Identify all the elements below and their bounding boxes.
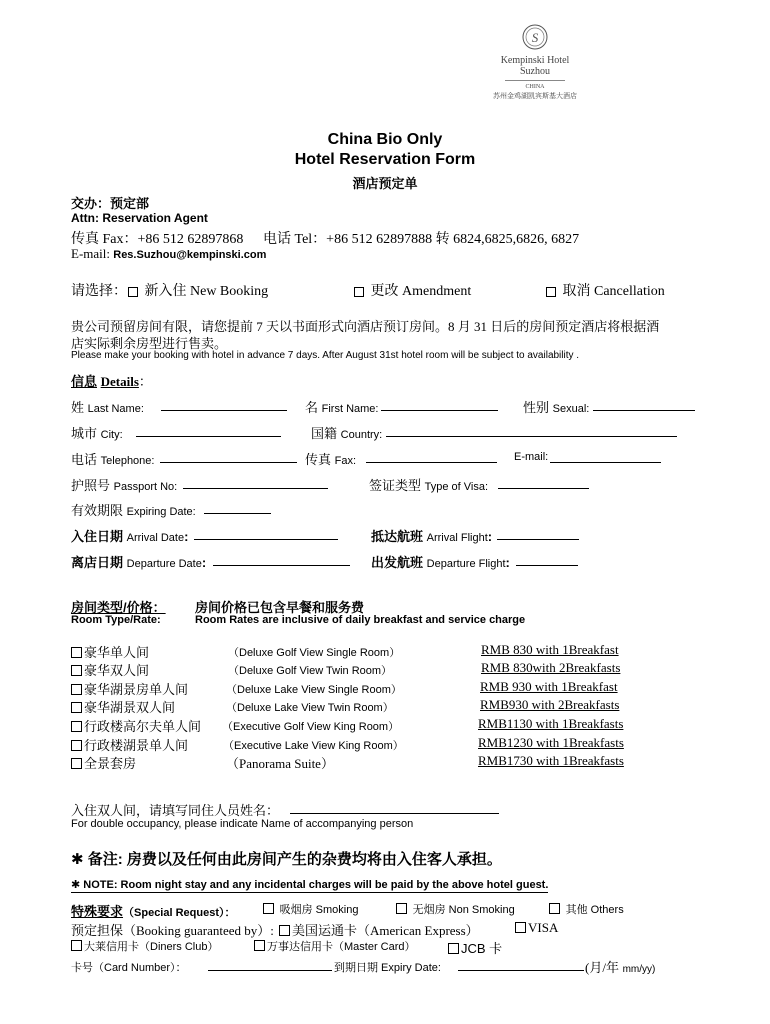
first-name-input[interactable] — [381, 399, 498, 411]
expiry-label: 有效期限 Expiring Date: — [71, 503, 196, 518]
option-cancellation[interactable] — [546, 280, 665, 300]
departure-flight-label: 出发航班 Departure Flight: — [371, 555, 510, 570]
svg-text:S: S — [531, 30, 539, 45]
amex-option[interactable]: 美国运通卡（American Express） — [279, 920, 479, 939]
tel-number: 电话 Tel：+86 512 62897888 转 6824,6825,6826, 6827 — [263, 232, 580, 247]
room-rate: RMB1130 with 1Breakfasts — [478, 716, 624, 731]
expiry-input[interactable] — [204, 502, 271, 514]
title-line1: China Bio Only — [327, 131, 443, 148]
room-rate: RMB 930 with 1Breakfast — [480, 679, 618, 694]
room-type-cn: 房间类型/价格： — [71, 600, 166, 615]
room-en: （Executive Golf View King Room） — [222, 721, 400, 733]
note-en: ✱ NOTE: Room night stay and any incidental charges will be paid by the above hotel guest. — [71, 879, 549, 891]
room-option[interactable]: 豪华湖景房单人间 — [71, 679, 188, 698]
sex-input[interactable] — [593, 399, 695, 411]
room-option[interactable]: 全景套房 — [71, 753, 136, 772]
arrival-date-label: 入住日期 Arrival Date: — [71, 529, 189, 544]
room-option[interactable]: 豪华单人间 — [71, 642, 149, 661]
checkbox-icon[interactable] — [71, 940, 82, 951]
checkbox-icon[interactable] — [254, 940, 265, 951]
title-line3: 酒店预定单 — [352, 176, 418, 191]
room-rate: RMB930 with 2Breakfasts — [480, 697, 620, 712]
arrival-date-input[interactable] — [194, 528, 338, 540]
option-label: 更改 Amendment — [370, 284, 472, 299]
checkbox-icon[interactable] — [354, 287, 364, 297]
room-rate: RMB 830 with 1Breakfast — [481, 642, 619, 657]
city-label: 城市 City: — [71, 426, 123, 441]
visa-label: 签证类型 Type of Visa: — [369, 478, 489, 493]
option-amendment[interactable] — [354, 280, 471, 300]
attn-line: Attn: Reservation Agent — [71, 211, 208, 225]
first-name-label: 名 First Name: — [305, 400, 379, 415]
city-input[interactable] — [136, 425, 281, 437]
room-option[interactable]: 豪华湖景双人间 — [71, 697, 175, 716]
visa-input[interactable] — [498, 477, 589, 489]
logo-line4: 苏州金鸡湖凯宾斯基大酒店 — [493, 92, 577, 100]
room-en: （Panorama Suite） — [226, 756, 334, 771]
room-incl-cn: 房间价格已包含早餐和服务费 — [195, 600, 365, 615]
notice-en: Please make your booking with hotel in advance 7 days. After August 31st hotel room will be subject to availability . — [71, 350, 580, 361]
departure-date-input[interactable] — [213, 554, 350, 566]
email-input[interactable] — [550, 451, 661, 463]
checkbox-icon[interactable] — [71, 702, 82, 713]
room-rate: RMB1730 with 1Breakfasts — [478, 753, 624, 768]
kempinski-emblem-icon — [520, 22, 550, 52]
jcb-option[interactable]: JCB 卡 — [448, 938, 502, 957]
room-incl-en: Room Rates are inclusive of daily breakfast and service charge — [195, 614, 526, 626]
checkbox-icon[interactable] — [71, 740, 82, 751]
card-number-label: 卡号（Card Number）： — [71, 962, 187, 974]
special-request-label: 特殊要求（Special Request）： — [71, 904, 236, 919]
booking-prompt: 请选择： — [71, 284, 127, 299]
checkbox-icon[interactable] — [448, 943, 459, 954]
notice-cn-line2: 店实际剩余房型进行售卖。 — [71, 336, 228, 351]
diners-option[interactable]: 大莱信用卡（Diners Club） — [71, 938, 218, 954]
checkbox-icon[interactable] — [279, 925, 290, 936]
country-label: 国籍 Country: — [311, 426, 383, 441]
card-expiry-input[interactable] — [458, 959, 584, 971]
room-rate: RMB1230 with 1Breakfasts — [478, 735, 624, 750]
arrival-flight-label: 抵达航班 Arrival Flight: — [371, 529, 493, 544]
departure-date-label: 离店日期 Departure Date: — [71, 555, 207, 570]
checkbox-icon[interactable] — [546, 287, 556, 297]
checkbox-icon[interactable] — [396, 903, 407, 914]
to-department: 交办：预定部 — [71, 196, 150, 211]
email-value[interactable]: Res.Suzhou@kempinski.com — [113, 249, 267, 261]
room-en: （Executive Lake View King Room） — [223, 740, 404, 752]
master-option[interactable]: 万事达信用卡（Master Card） — [254, 938, 416, 954]
double-occupancy-en: For double occupancy, please indicate Name of accompanying person — [71, 818, 414, 830]
logo-line2: Suzhou — [520, 66, 550, 77]
notice-cn-line1: 贵公司预留房间有限，请您提前 7 天以书面形式向酒店预订房间。8 月 31 日后的房间预定酒店将根据酒 — [71, 319, 660, 334]
details-heading: 信息 Details： — [71, 374, 152, 389]
last-name-input[interactable] — [161, 399, 287, 411]
room-en: （Deluxe Golf View Single Room） — [228, 647, 401, 659]
guarantee-label: 预定担保（Booking guaranteed by）: — [71, 923, 274, 938]
fax-number: 传真 Fax：+86 512 62897868 — [71, 232, 244, 247]
room-en: （Deluxe Golf View Twin Room） — [228, 665, 393, 677]
option-label: 新入住 New Booking — [144, 284, 269, 299]
checkbox-icon[interactable] — [128, 287, 138, 297]
room-en: （Deluxe Lake View Twin Room） — [226, 702, 394, 714]
room-rate: RMB 830with 2Breakfasts — [481, 660, 621, 675]
telephone-input[interactable] — [160, 451, 297, 463]
passport-label: 护照号 Passport No: — [71, 478, 178, 493]
fax-input[interactable] — [366, 451, 497, 463]
non-smoking-option[interactable]: 无烟房 Non Smoking — [396, 901, 515, 917]
hotel-logo — [470, 22, 600, 112]
option-new-booking[interactable] — [128, 280, 268, 300]
room-option[interactable]: 行政楼湖景单人间 — [71, 735, 188, 754]
option-label: 取消 Cancellation — [562, 284, 665, 299]
fax-label: 传真 Fax: — [305, 452, 357, 467]
checkbox-icon[interactable] — [71, 684, 82, 695]
checkbox-icon[interactable] — [71, 721, 82, 732]
sex-label: 性别 Sexual: — [523, 400, 590, 415]
checkbox-icon[interactable] — [71, 665, 82, 676]
smoking-option[interactable]: 吸烟房 Smoking — [263, 901, 358, 917]
room-option[interactable]: 豪华双人间 — [71, 660, 149, 679]
email-line — [71, 246, 266, 262]
arrival-flight-input[interactable] — [497, 528, 579, 540]
title-line2: Hotel Reservation Form — [294, 151, 476, 168]
room-en: （Deluxe Lake View Single Room） — [226, 684, 402, 696]
card-number-input[interactable] — [208, 959, 332, 971]
checkbox-icon[interactable] — [549, 903, 560, 914]
room-type-en: Room Type/Rate: — [71, 614, 161, 626]
expiry-format: (月/年 mm/yy) — [585, 960, 656, 975]
note-cn: ✱ 备注: 房费以及任何由此房间产生的杂费均将由入住客人承担。 — [71, 851, 502, 868]
expiry-date-label: 到期日期 Expiry Date: — [334, 962, 441, 974]
departure-flight-input[interactable] — [516, 554, 578, 566]
country-input[interactable] — [386, 425, 677, 437]
telephone-label: 电话 Telephone: — [71, 452, 155, 467]
last-name-label: 姓 Last Name: — [71, 400, 144, 415]
others-option[interactable]: 其他 Others — [549, 901, 624, 917]
visa-option[interactable]: VISA — [515, 920, 558, 936]
checkbox-icon[interactable] — [263, 903, 274, 914]
checkbox-icon[interactable] — [515, 922, 526, 933]
email-label: E-mail: — [71, 246, 110, 261]
checkbox-icon[interactable] — [71, 647, 82, 658]
room-option[interactable]: 行政楼高尔夫单人间 — [71, 716, 201, 735]
logo-line1: Kempinski Hotel — [500, 55, 570, 66]
double-occupancy-cn: 入住双人间，请填写同住人员姓名： — [71, 803, 280, 818]
logo-line3: CHINA — [525, 84, 545, 90]
checkbox-icon[interactable] — [71, 758, 82, 769]
accompanying-person-input[interactable] — [290, 802, 499, 814]
passport-input[interactable] — [183, 477, 328, 489]
email-field-label: E-mail: — [514, 451, 549, 463]
